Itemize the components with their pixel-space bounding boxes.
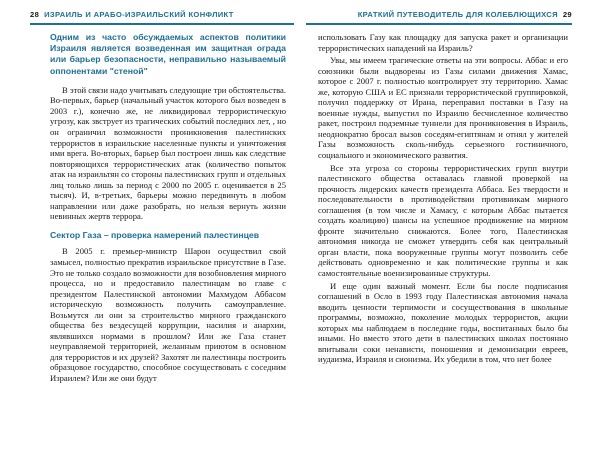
paragraph: использовать Газу как площадку для запуска ракет и организации террористических нападений на Израиль? [318,32,568,53]
page-number-right: 29 [562,10,572,19]
paragraph: Все эта угроза со стороны террористических групп внутри палестинского общества оставалась главной проверкой на прочность лидерских качеств президента Аббаса. Без твердости и последовательности в противодействии противникам мирного соглашения (в том числе и Хамасу, с которым Аббас пытается создать коалицию) шансы на успешное продвижение на мирном фронте значительно снижаются. Более того, Палестинская автономия никогда не сможет утвердить себя как центральный орган власти, пока вооруженные группы могут позволить себе действовать одновременно и как политические группы и как самостоятельные военизированные структуры. [318,162,568,279]
left-page-column [50,32,286,386]
paragraph: В этой связи надо учитывать следующие три обстоятельства. Во-первых, барьер (начальный участок которого был возведен в 2003 г.), конечно же, не ликвидировал террористическую угрозу, как звструет из трагических событий последних лет, , но он ограничил возможности проникновения палестинских террористов в израильские населенные пункты и уничтожения ими врега. Во-вторых, барьер был построен лишь как следствие повторяющихся террористических атак (количество попыток атак на израильтян со стороны палестинских групп и отдельных лиц только лишь за период с 2000 по 2005 г. оценивается в 25 тысяч). И, в-третьих, барьеры можно передвинуть в любом направлении или даже разобрать, но нельзя вернуть жизни невинных жертв террора. [50,84,286,222]
paragraph: Увы, мы имеем трагические ответы на эти вопросы. Аббас и его союзники были выдворены из Газы силами движения Хамас, которое с 2007 г. полностью контролирует эту территорию. Хамас же, которую США и ЕС признали террористической группировкой, получил поддержку от Ирана, переправил поставки в Газу на военные нужды, выпустил по Израилю бесчисленное количество ракет, построил подземные туннели для проникновения в Израиль, неоднократно бросал вызов соседям-египтянам и отнял у жителей Газы возможность сколь-нибудь серьезного гостиничного, социального и экономического развития. [318,55,568,161]
running-title-left: ИЗРАИЛЬ И АРАБО-ИЗРАИЛЬСКИЙ КОНФЛИКТ [44,10,234,19]
header-rule-left [30,23,294,25]
pull-quote: Одним из часто обсуждаемых аспектов политики Израиля является возведенная им защитная ограда или барьер безопасности, неправильно называемый оппонентами "стеной" [50,32,286,76]
page-number-left: 28 [30,10,40,19]
header-rule-right [306,23,572,25]
paragraph: В 2005 г. премьер-министр Шарон осуществил свой замысел, полностью прекратив израильское присутствие в Газе. Это не только создало возможности для возобновления мирного процесса, но и предоставило палестинцам во главе с президентом Палестинской автономии Махмудом Аббасом историческую возможность получить самоуправление. Возьмутся ли они за строительство мирного гражданского общества без вездесущей коррупции, насилия и анархии, являвшихся нормами в прошлом? Или же Газа станет неуправляемой территорией, желанным приютом в основном для террористов и их друзей? Захотят ли палестинцы построить образцовое государство, способное сосуществовать с соседним Израилем? Или же они будут [50,246,286,384]
paragraph: И еще один важный момент. Если бы после подписания соглашений в Осло в 1993 году Палестинская автономия начала вводить ценности терпимости и сосуществования в школьные программы, возможно, поколение молодых террористов, акции которых мы наблюдаем в последние годы, воспитанных было бы иными. Но вместо этого дети в палестинских школах постоянно впитывали соки ненависти, поношения и демонизации евреев, иудаизма, Израиля и сионизма. Их убедили в том, что нет более [318,280,568,365]
right-page-column [318,32,568,367]
running-title-right: КРАТКИЙ ПУТЕВОДИТЕЛЬ ДЛЯ КОЛЕБЛЮЩИХСЯ [357,10,558,19]
section-heading: Сектор Газа – проверка намерений палестинцев [50,229,260,240]
